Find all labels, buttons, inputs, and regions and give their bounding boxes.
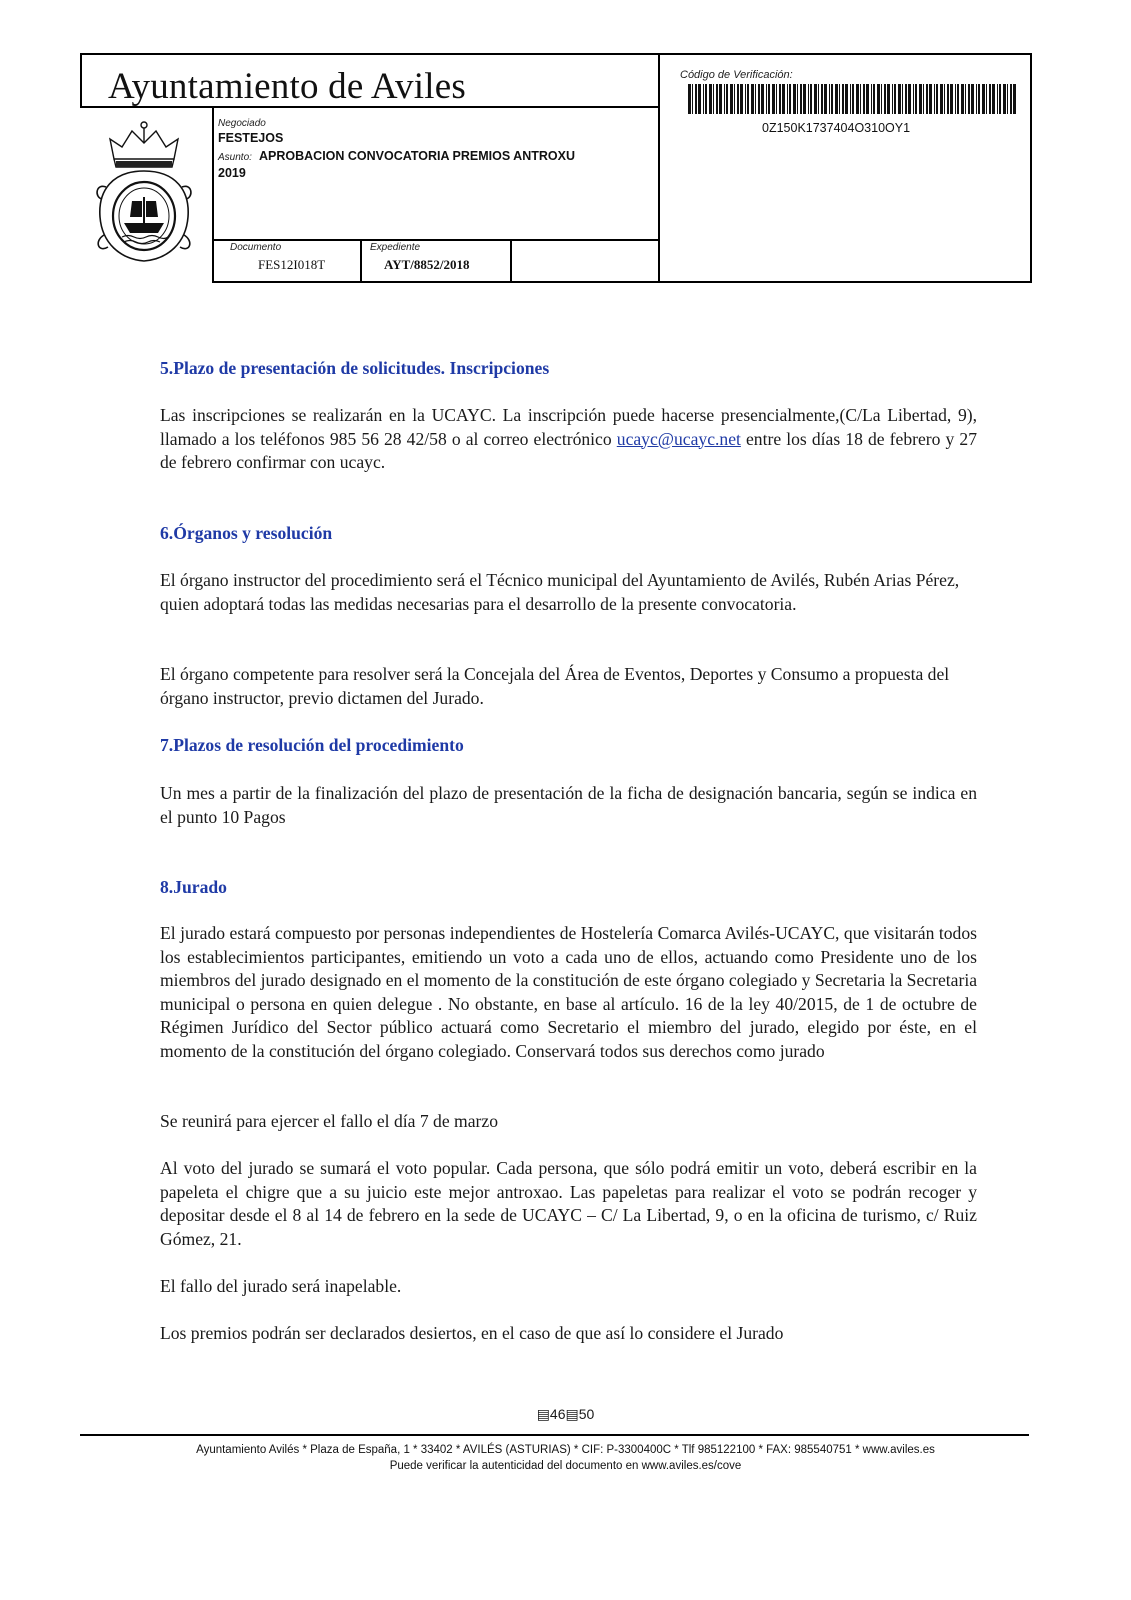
barcode-bar <box>936 84 938 114</box>
section-8-heading: 8.Jurado <box>160 877 227 897</box>
barcode-bar <box>782 84 785 114</box>
section-8-paragraph-1: El jurado estará compuesto por personas independientes de Hostelería Comarca Avilés-UCAYC, que visitarán todos los establecimientos participantes, emitiendo un voto a cada uno de ellos, actuando como Presidente uno de los miembros del jurado designado en el momento de la constitución de este órgano colegiado y Secretaria la Secretaria municipal o persona en quien delegue . No obstante, en base al artículo. 16 de la ley 40/2015, de 1 de octubre de Régimen Jurídico del Sector público actuará como Secretario el miembro del jurado, elegido por éste, en el momento de la constitución del órgano colegiado. Conservará todos sus derechos como jurado <box>160 923 978 1061</box>
barcode-bar <box>810 84 812 114</box>
barcode-bar <box>955 84 956 114</box>
barcode-bar <box>873 84 875 114</box>
barcode-bar <box>871 84 872 114</box>
barcode-bar <box>863 84 865 114</box>
barcode-bar <box>793 84 796 114</box>
barcode-bar <box>709 84 712 114</box>
barcode-bar <box>789 84 791 114</box>
barcode-bar <box>761 84 764 114</box>
barcode-bar <box>947 84 949 114</box>
barcode-bar <box>703 84 704 114</box>
page-current: 46 <box>549 1406 566 1422</box>
asunto-label: Asunto: <box>218 152 252 163</box>
barcode-bar <box>824 84 827 114</box>
documento-label: Documento <box>230 242 282 253</box>
barcode-bar <box>852 84 854 114</box>
barcode-bar <box>705 84 707 114</box>
barcode-bar <box>902 84 903 114</box>
barcode-bar <box>915 84 917 114</box>
barcode-bar <box>866 84 869 114</box>
documento-value: FES12I018T <box>258 257 326 272</box>
barcode-bar <box>934 84 935 114</box>
section-5-heading: 5.Plazo de presentación de solicitudes. Inscripciones <box>160 358 550 378</box>
barcode-bar <box>688 84 691 114</box>
asunto-value-line1: APROBACION CONVOCATORIA PREMIOS ANTROXU <box>259 149 575 163</box>
barcode-bar <box>929 84 932 114</box>
barcode-bar <box>716 84 718 114</box>
verification-label: Código de Verificación: <box>680 69 793 81</box>
barcode-bar <box>737 84 739 114</box>
section-8-paragraph-5: Los premios podrán ser declarados desiertos, en el caso de que así lo considere el Jurado <box>160 1323 784 1343</box>
barcode-bar <box>961 84 964 114</box>
barcode-bar <box>842 84 844 114</box>
barcode-bar <box>957 84 959 114</box>
barcode-bar <box>850 84 851 114</box>
barcode-bar <box>968 84 970 114</box>
barcode-bar <box>845 84 848 114</box>
barcode-bar <box>808 84 809 114</box>
barcode-bar <box>776 84 777 114</box>
footer-divider <box>80 1434 1029 1436</box>
expediente-value: AYT/8852/2018 <box>384 257 470 272</box>
barcode-bar <box>856 84 859 114</box>
barcode-bar <box>913 84 914 114</box>
section-7-paragraph: Un mes a partir de la finalización del plazo de presentación de la ficha de designación bancaria, según se indica en el punto 10 Pagos <box>160 783 977 827</box>
barcode-bar <box>944 84 945 114</box>
negociado-label: Negociado <box>218 118 266 129</box>
barcode-bar <box>831 84 833 114</box>
barcode-bar <box>982 84 985 114</box>
barcode-bar <box>772 84 775 114</box>
footer-verify-note: Puede verificar la autenticidad del documento en www.aviles.es/cove <box>389 1460 742 1472</box>
barcode-bar <box>766 84 767 114</box>
barcode-bar <box>734 84 735 114</box>
section-8-paragraph-3: Al voto del jurado se sumará el voto popular. Cada persona, que sólo podrá emitir un voto, deberá escribir en la papeleta el chigre que a su juicio este mejor antroxao. Las papeletas para realizar el voto se podrán recoger y depositar desde el 8 al 14 de febrero en la sede de UCAYC – C/ La Libertad, 9, o en la oficina de turismo, c/ Ruiz Gómez, 21. <box>160 1158 977 1249</box>
barcode-bar <box>884 84 886 114</box>
section-6-paragraph-2: El órgano competente para resolver será la Concejala del Área de Eventos, Deportes y Consumo a propuesta del órgano instructor, previo dictamen del Jurado. <box>160 664 950 708</box>
barcode-bar <box>997 84 998 114</box>
barcode-bar <box>745 84 746 114</box>
section-8-paragraph-2: Se reunirá para ejercer el fallo el día 7 de marzo <box>160 1111 499 1131</box>
footer-address: Ayuntamiento Avilés * Plaza de España, 1 * 33402 * AVILÉS (ASTURIAS) * CIF: P-3300400C * Tlf 985122100 * FAX: 985540751 * www.aviles.es <box>196 1444 935 1456</box>
verification-code: 0Z150K1737404O310OY1 <box>762 121 911 135</box>
barcode-bar <box>894 84 896 114</box>
barcode-bar <box>887 84 890 114</box>
section-6-paragraph-1: El órgano instructor del procedimiento será el Técnico municipal del Ayuntamiento de Avilés, Rubén Arias Pérez, quien adoptará todas las medidas necesarias para el desarrollo de la presente convocatoria. <box>160 570 960 614</box>
barcode-bar <box>926 84 928 114</box>
barcode-bar <box>919 84 922 114</box>
section-8-paragraph-4: El fallo del jurado será inapelable. <box>160 1276 402 1296</box>
barcode-bar <box>940 84 943 114</box>
barcode-bar <box>713 84 714 114</box>
negociado-value: FESTEJOS <box>218 131 284 145</box>
barcode-bar <box>839 84 840 114</box>
barcode-bar <box>800 84 802 114</box>
barcode-bar <box>803 84 806 114</box>
page-icon: ▤ <box>565 1406 579 1422</box>
barcode-bar <box>821 84 823 114</box>
barcode-bar <box>719 84 722 114</box>
barcode-bar <box>755 84 756 114</box>
barcode-bar <box>905 84 907 114</box>
page-total: 50 <box>578 1406 595 1422</box>
barcode-bar <box>1013 84 1016 114</box>
barcode-bar <box>768 84 770 114</box>
barcode-bar <box>923 84 924 114</box>
section-5-paragraph: Las inscripciones se realizarán en la UCAYC. La inscripción puede hacerse presencialmente,(C/La Libertad, 9), llamado a los teléfonos 985 56 28 42/58 o al correo electrónico ucayc@ucayc.net entre los días 18 de febrero y 27 de febrero confirmar con ucayc. <box>160 405 978 472</box>
barcode-bar <box>881 84 882 114</box>
barcode-bar <box>724 84 725 114</box>
barcode-bar <box>695 84 697 114</box>
barcode-bar <box>989 84 991 114</box>
barcode-bar <box>908 84 911 114</box>
barcode-bar <box>999 84 1001 114</box>
section-7-heading: 7.Plazos de resolución del procedimiento <box>160 735 464 755</box>
barcode-bar <box>1003 84 1006 114</box>
barcode-bar <box>965 84 966 114</box>
barcode-bar <box>730 84 733 114</box>
barcode-bar <box>692 84 693 114</box>
barcode-bar <box>971 84 974 114</box>
barcode-bar <box>860 84 861 114</box>
barcode-bar <box>740 84 743 114</box>
asunto-value-line2: 2019 <box>218 166 246 180</box>
organization-title: Ayuntamiento de Aviles <box>108 66 466 107</box>
barcode-bar <box>950 84 953 114</box>
barcode-bar <box>779 84 781 114</box>
page-icon: ▤ <box>536 1406 550 1422</box>
barcode-bar <box>1007 84 1008 114</box>
coat-of-arms-logo <box>92 117 196 267</box>
verification-barcode <box>688 84 1018 114</box>
barcode-bar <box>751 84 754 114</box>
barcode-bar <box>726 84 728 114</box>
barcode-bar <box>829 84 830 114</box>
page-number <box>0 1406 1131 1423</box>
barcode-bar <box>698 84 701 114</box>
barcode-bar <box>747 84 749 114</box>
expediente-label: Expediente <box>370 242 421 253</box>
barcode-bar <box>976 84 977 114</box>
barcode-bar <box>986 84 987 114</box>
email-link[interactable]: ucayc@ucayc.net <box>616 428 741 449</box>
barcode-bar <box>877 84 880 114</box>
barcode-bar <box>758 84 760 114</box>
barcode-bar <box>892 84 893 114</box>
barcode-bar <box>814 84 817 114</box>
barcode-bar <box>787 84 788 114</box>
section-6-heading: 6.Órganos y resolución <box>160 523 333 543</box>
barcode-bar <box>818 84 819 114</box>
barcode-bar <box>797 84 798 114</box>
barcode-bar <box>898 84 901 114</box>
barcode-bar <box>992 84 995 114</box>
barcode-bar <box>978 84 980 114</box>
barcode-bar <box>1010 84 1012 114</box>
barcode-bar <box>835 84 838 114</box>
